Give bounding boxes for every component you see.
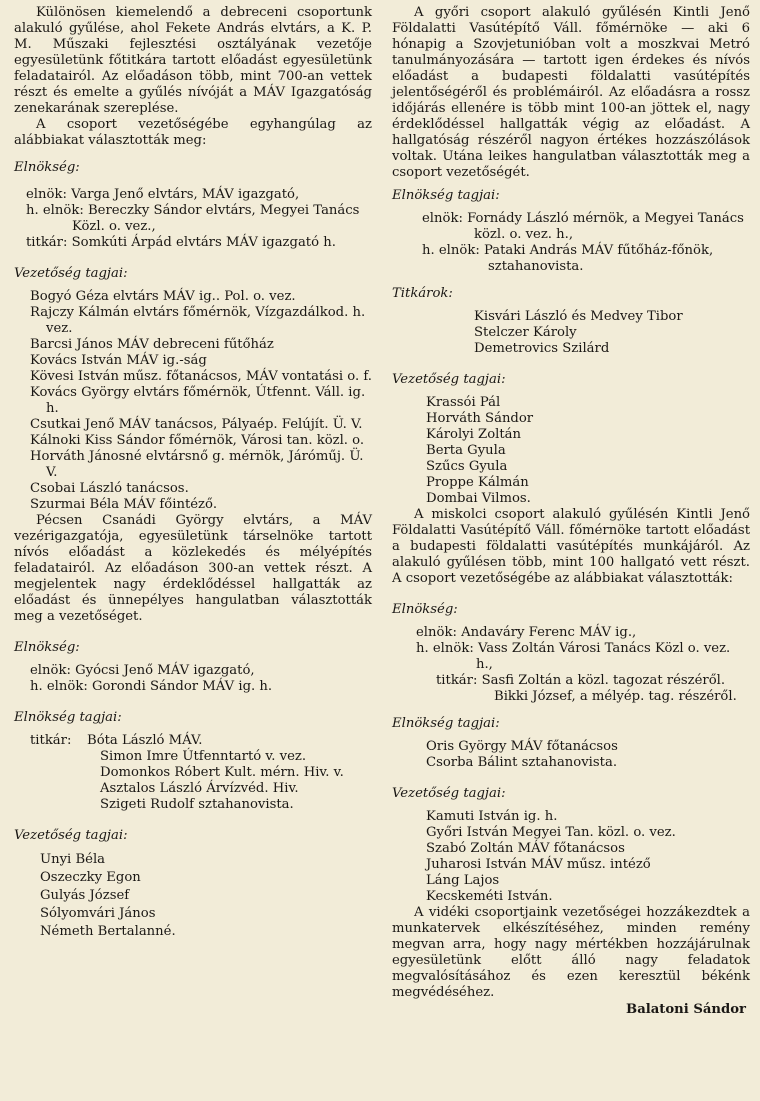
debrecen-paragraph: Különösen kiemelendő a debreceni csoportunk alakuló gyűlése, ahol Fekete András elvtárs, a K. P. M. Műszaki fejlesztési osztályának vezetője egyesületünk főtitkára tartott előadást egyesületünk feladatairól. Az előadáson több, mint 700-an vettek részt és emelte a gyűlés nívóját a MÁV Igazgatóság zenekarának szereplése. — [14, 5, 372, 116]
list-item: Unyi Béla — [40, 852, 106, 867]
list-item: Szűcs Gyula — [426, 459, 508, 474]
gyor-elnokseg-list — [392, 211, 750, 275]
list-item: Károlyi Zoltán — [426, 427, 522, 442]
list-item: Szigeti Rudolf sztahanovista. — [100, 797, 294, 812]
section-heading: Elnökség tagjai: — [14, 710, 122, 725]
list-item: h. elnök: Bereczky Sándor elvtárs, Megyei Tanács Közl. o. vez., — [26, 203, 360, 234]
list-item: Sólyomvári János — [40, 906, 156, 921]
section-heading: Elnökség: — [392, 602, 458, 617]
list-item: Kövesi István műsz. főtanácsos, MÁV vontatási o. f. — [30, 369, 372, 384]
list-item: Csorba Bálint sztahanovista. — [426, 755, 618, 770]
section-heading: Vezetőség tagjai: — [392, 786, 506, 801]
miskolc-paragraph: A miskolci csoport alakuló gyűlésén Kintli Jenő Földalatti Vasútépítő Váll. főmérnöke tartott előadást a budapesti földalatti vasútépítés munkájáról. Az alakuló gyűlésen több, mint 100 hallgató vett részt. A csoport vezetőségébe az alábbiakat választották: — [392, 507, 750, 586]
list-item: Oszeczky Egon — [40, 870, 141, 885]
section-heading: Titkárok: — [392, 286, 453, 301]
right-column — [392, 5, 750, 1019]
list-item: Gulyás József — [40, 888, 130, 903]
list-item: Kamuti István ig. h. — [426, 809, 558, 824]
section-heading: Elnökség tagjai: — [392, 716, 500, 731]
list-item: Oris György MÁV főtanácsos — [426, 739, 618, 754]
list-item: Kovács István MÁV ig.-ság — [30, 353, 207, 368]
list-item: elnök: Varga Jenő elvtárs, MÁV igazgató, — [26, 187, 300, 202]
list-item: h. elnök: Vass Zoltán Városi Tanács Közl o. vez. h., — [416, 641, 731, 672]
list-item: Kálnoki Kiss Sándor főmérnök, Városi tan. közl. o. — [30, 433, 365, 448]
list-item: Rajczy Kálmán elvtárs főmérnök, Vízgazdálkod. h. vez. — [30, 305, 366, 336]
list-item: Demetrovics Szilárd — [474, 341, 610, 356]
list-item: elnök: Andaváry Ferenc MÁV ig., — [416, 625, 637, 640]
list-item: elnök: Fornády László mérnök, a Megyei Tanács közl. o. vez. h., — [422, 211, 744, 242]
miskolc-vezetoseg-list — [392, 809, 750, 905]
gyor-paragraph: A győri csoport alakuló gyűlésén Kintli Jenő Földalatti Vasútépítő Váll. főmérnöke — aki 6 hónapig a Szovjetunióban volt a moszkvai Metró tanulmányozására — tartott igen érdekes és nívós előadást a budapesti földalatti vasútépítés jelentőségéről és problémáiról. Az előadásra a rossz időjárás ellenére is több mint 100-an jöttek el, nagy érdeklődéssel hallgatták végig az előadást. A hallgatóság részéről nagyon értékes hozzászólások voltak. Utána leikes hangulatban választották meg a csoport vezetőségét. — [392, 5, 750, 180]
list-item: Krassói Pál — [426, 395, 501, 410]
section-heading: Vezetőség tagjai: — [14, 828, 128, 843]
pecs-elnokseg-list — [14, 663, 372, 695]
list-item: Horváth Sándor — [426, 411, 534, 426]
list-item: Szabó Zoltán MÁV főtanácsos — [426, 841, 625, 856]
debrecen-vezetoseg-list — [14, 289, 372, 513]
list-item: Csutkai Jenő MÁV tanácsos, Pályaép. Felújít. Ü. V. — [30, 417, 363, 432]
left-column — [14, 5, 372, 941]
list-item: Stelczer Károly — [474, 325, 577, 340]
debrecen-intro: A csoport vezetőségébe egyhangúlag az alábbiakat választották meg: — [14, 117, 372, 148]
section-heading: Vezetőség tagjai: — [392, 372, 506, 387]
miskolc-tagok-list — [392, 739, 750, 771]
list-item: Proppe Kálmán — [426, 475, 529, 490]
list-item: Bikki József, a mélyép. tag. részéről. — [494, 689, 737, 704]
list-item: h. elnök: Pataki András MÁV fűtőház-főnök, sztahanovista. — [422, 243, 714, 274]
list-item: Csobai László tanácsos. — [30, 481, 189, 496]
pecs-vezetoseg-list — [14, 851, 372, 941]
list-item: Kovács György elvtárs főmérnök, Útfennt. Váll. ig. h. — [30, 385, 366, 416]
section-heading: Elnökség: — [14, 160, 80, 175]
list-item: titkár: Sasfi Zoltán a közl. tagozat részéről. — [436, 673, 726, 688]
gyor-vezetoseg-list — [392, 395, 750, 507]
list-item: Szurmai Béla MÁV főintéző. — [30, 497, 218, 512]
list-item: Bóta László MÁV. — [87, 733, 203, 748]
gyor-titkarok-list — [392, 309, 750, 357]
list-item: Kisvári László és Medvey Tibor — [474, 309, 683, 324]
list-item: Győri István Megyei Tan. közl. o. vez. — [426, 825, 676, 840]
list-item: Horváth Jánosné elvtársnő g. mérnök, Járóműj. Ü. V. — [30, 449, 364, 480]
list-item: Domonkos Róbert Kult. mérn. Hiv. v. — [100, 765, 344, 780]
pecs-tagok-list — [14, 733, 372, 813]
closing-paragraph: A vidéki csoportjaink vezetőségei hozzákezdtek a munkatervek elkészítéséhez, minden remény megvan arra, hogy nagy mértékben hozzájárulnak egyesületünk előtt álló nagy feladatok megvalósításához és ezen keresztül békénk megvédéséhez. — [392, 905, 750, 1000]
debrecen-elnokseg-list — [14, 187, 372, 251]
list-item: Dombai Vilmos. — [426, 491, 531, 506]
section-heading: Elnökség: — [14, 640, 80, 655]
list-item: titkár: Somkúti Árpád elvtárs MÁV igazgató h. — [26, 235, 336, 250]
list-item: Láng Lajos — [426, 873, 500, 888]
list-item: Asztalos László Árvízvéd. Hiv. — [100, 781, 299, 796]
section-heading: Elnökség tagjai: — [392, 188, 500, 203]
list-item: Berta Gyula — [426, 443, 506, 458]
list-item: h. elnök: Gorondi Sándor MÁV ig. h. — [30, 679, 273, 694]
section-heading: Vezetőség tagjai: — [14, 266, 128, 281]
list-item: Juharosi István MÁV műsz. intéző — [426, 857, 651, 872]
list-item: Németh Bertalanné. — [40, 924, 176, 939]
titkar-label: titkár: — [30, 733, 72, 748]
list-item: elnök: Gyócsi Jenő MÁV igazgató, — [30, 663, 255, 678]
pecs-paragraph: Pécsen Csanádi György elvtárs, a MÁV vezérigazgatója, egyesületünk társelnöke tartott nívós előadást a közlekedés és mélyépítés feladatairól. Az előadáson 300-an vettek részt. A megjelentek nagy érdeklődéssel hallgatták az előadást és ünnepélyes hangulatban választották meg a vezetőséget. — [14, 513, 372, 624]
miskolc-elnokseg-list — [392, 625, 750, 705]
author-signature: Balatoni Sándor — [626, 1002, 746, 1017]
list-item: Barcsi János MÁV debreceni fűtőház — [30, 337, 274, 352]
list-item: Simon Imre Útfenntartó v. vez. — [100, 749, 307, 764]
list-item: Kecskeméti István. — [426, 889, 553, 904]
list-item: Bogyó Géza elvtárs MÁV ig.. Pol. o. vez. — [30, 289, 296, 304]
